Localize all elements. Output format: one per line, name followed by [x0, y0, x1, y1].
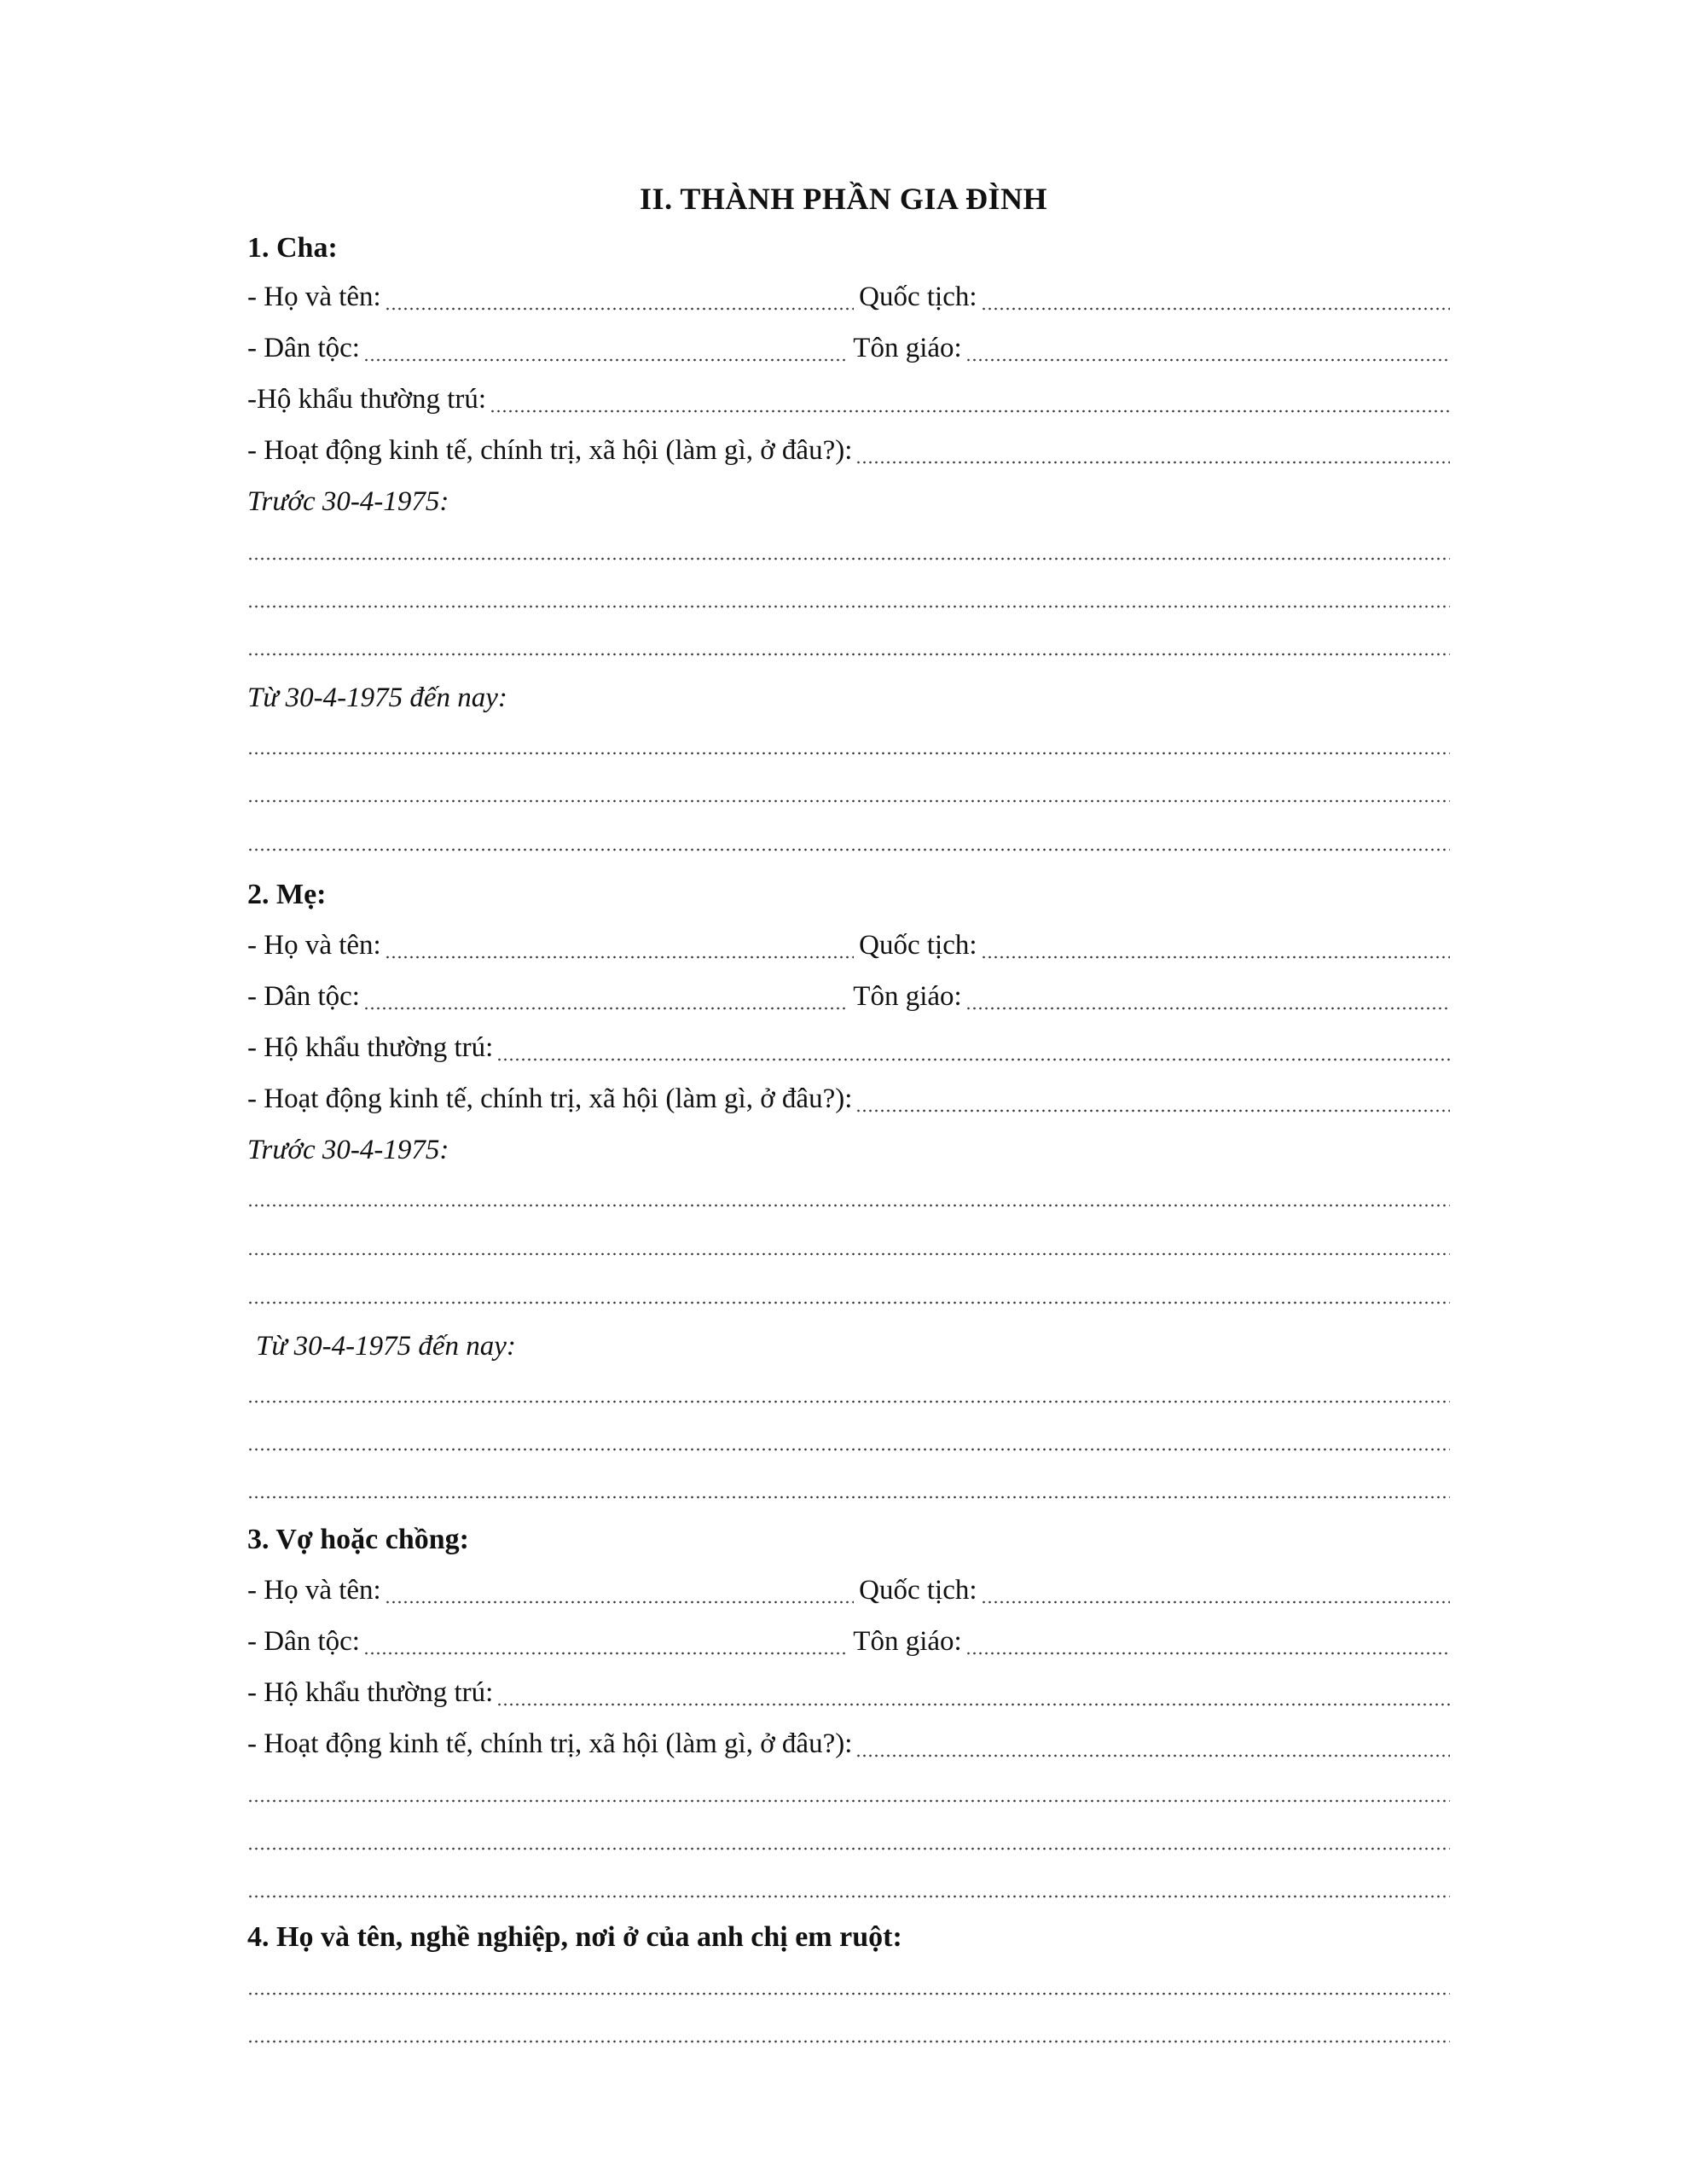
father-ethnicity-row	[247, 333, 1450, 370]
spouse-residence-label: - Hộ khẩu thường trú:	[247, 1677, 494, 1708]
spouse-activities-field[interactable]	[855, 1753, 1450, 1758]
mother-residence-row	[247, 1032, 1450, 1070]
father-after-1975-line-2[interactable]	[247, 799, 1450, 804]
father-after-1975-label: Từ 30-4-1975 đến nay:	[247, 682, 507, 713]
father-before-1975-label: Trước 30-4-1975:	[247, 486, 449, 517]
father-before-1975-line-2[interactable]	[247, 604, 1450, 609]
mother-after-1975-line-2[interactable]	[247, 1447, 1450, 1452]
spouse-religion-field[interactable]	[965, 1651, 1450, 1656]
mother-heading: 2. Mẹ:	[247, 879, 327, 910]
siblings-line-2[interactable]	[247, 2039, 1450, 2044]
father-ethnicity-field[interactable]	[363, 357, 848, 363]
father-heading: 1. Cha:	[247, 232, 338, 264]
spouse-name-label: - Họ và tên:	[247, 1575, 381, 1606]
mother-religion-field[interactable]	[965, 1006, 1450, 1011]
mother-residence-label: - Hộ khẩu thường trú:	[247, 1032, 494, 1063]
siblings-line-1[interactable]	[247, 1991, 1450, 1996]
mother-before-1975-label: Trước 30-4-1975:	[247, 1135, 449, 1165]
spouse-residence-field[interactable]	[496, 1702, 1450, 1707]
spouse-nationality-field[interactable]	[981, 1600, 1450, 1605]
mother-religion-label: Tôn giáo:	[853, 981, 962, 1012]
father-name-field[interactable]	[385, 306, 854, 311]
spouse-activities-row	[247, 1728, 1450, 1766]
spouse-heading: 3. Vợ hoặc chồng:	[247, 1524, 469, 1555]
siblings-heading: 4. Họ và tên, nghề nghiệp, nơi ở của anh chị em ruột:	[247, 1921, 902, 1953]
spouse-nationality-label: Quốc tịch:	[859, 1575, 977, 1606]
father-activities-label: - Hoạt động kinh tế, chính trị, xã hội (làm gì, ở đâu?):	[247, 435, 853, 466]
mother-nationality-label: Quốc tịch:	[859, 930, 977, 961]
mother-after-1975-label: Từ 30-4-1975 đến nay:	[256, 1331, 516, 1362]
mother-ethnicity-label: - Dân tộc:	[247, 981, 360, 1012]
spouse-activities-line-2[interactable]	[247, 1846, 1450, 1851]
spouse-activities-line-1[interactable]	[247, 1798, 1450, 1804]
mother-before-1975-line-3[interactable]	[247, 1300, 1450, 1305]
mother-nationality-field[interactable]	[981, 955, 1450, 960]
father-nationality-field[interactable]	[981, 306, 1450, 311]
father-nationality-label: Quốc tịch:	[859, 282, 977, 312]
mother-residence-field[interactable]	[496, 1057, 1450, 1062]
mother-name-row	[247, 930, 1450, 967]
father-residence-label: -Hộ khẩu thường trú:	[247, 384, 487, 415]
father-residence-row	[247, 384, 1450, 421]
father-activities-row	[247, 435, 1450, 473]
spouse-name-row	[247, 1575, 1450, 1612]
mother-activities-row	[247, 1083, 1450, 1121]
father-ethnicity-label: - Dân tộc:	[247, 333, 360, 363]
spouse-residence-row	[247, 1677, 1450, 1715]
mother-before-1975-line-1[interactable]	[247, 1203, 1450, 1208]
mother-activities-field[interactable]	[855, 1108, 1450, 1113]
spouse-ethnicity-label: - Dân tộc:	[247, 1626, 360, 1657]
spouse-religion-label: Tôn giáo:	[853, 1626, 962, 1657]
mother-name-label: - Họ và tên:	[247, 930, 381, 961]
father-activities-field[interactable]	[855, 460, 1450, 465]
spouse-ethnicity-field[interactable]	[363, 1651, 848, 1656]
page-title: II. THÀNH PHẦN GIA ĐÌNH	[640, 182, 1047, 216]
mother-before-1975-line-2[interactable]	[247, 1252, 1450, 1257]
spouse-activities-line-3[interactable]	[247, 1894, 1450, 1899]
father-before-1975-line-1[interactable]	[247, 556, 1450, 561]
mother-activities-label: - Hoạt động kinh tế, chính trị, xã hội (làm gì, ở đâu?):	[247, 1083, 853, 1114]
mother-after-1975-line-3[interactable]	[247, 1495, 1450, 1500]
father-residence-field[interactable]	[490, 409, 1450, 414]
father-religion-field[interactable]	[965, 357, 1450, 363]
spouse-name-field[interactable]	[385, 1600, 854, 1605]
mother-after-1975-line-1[interactable]	[247, 1399, 1450, 1404]
father-after-1975-line-3[interactable]	[247, 847, 1450, 852]
father-before-1975-line-3[interactable]	[247, 652, 1450, 657]
father-name-label: - Họ và tên:	[247, 282, 381, 312]
spouse-activities-label: - Hoạt động kinh tế, chính trị, xã hội (làm gì, ở đâu?):	[247, 1728, 853, 1759]
father-religion-label: Tôn giáo:	[853, 333, 962, 363]
father-after-1975-line-1[interactable]	[247, 751, 1450, 756]
mother-ethnicity-row	[247, 981, 1450, 1019]
father-name-row	[247, 282, 1450, 319]
mother-ethnicity-field[interactable]	[363, 1006, 848, 1011]
mother-name-field[interactable]	[385, 955, 854, 960]
spouse-ethnicity-row	[247, 1626, 1450, 1664]
